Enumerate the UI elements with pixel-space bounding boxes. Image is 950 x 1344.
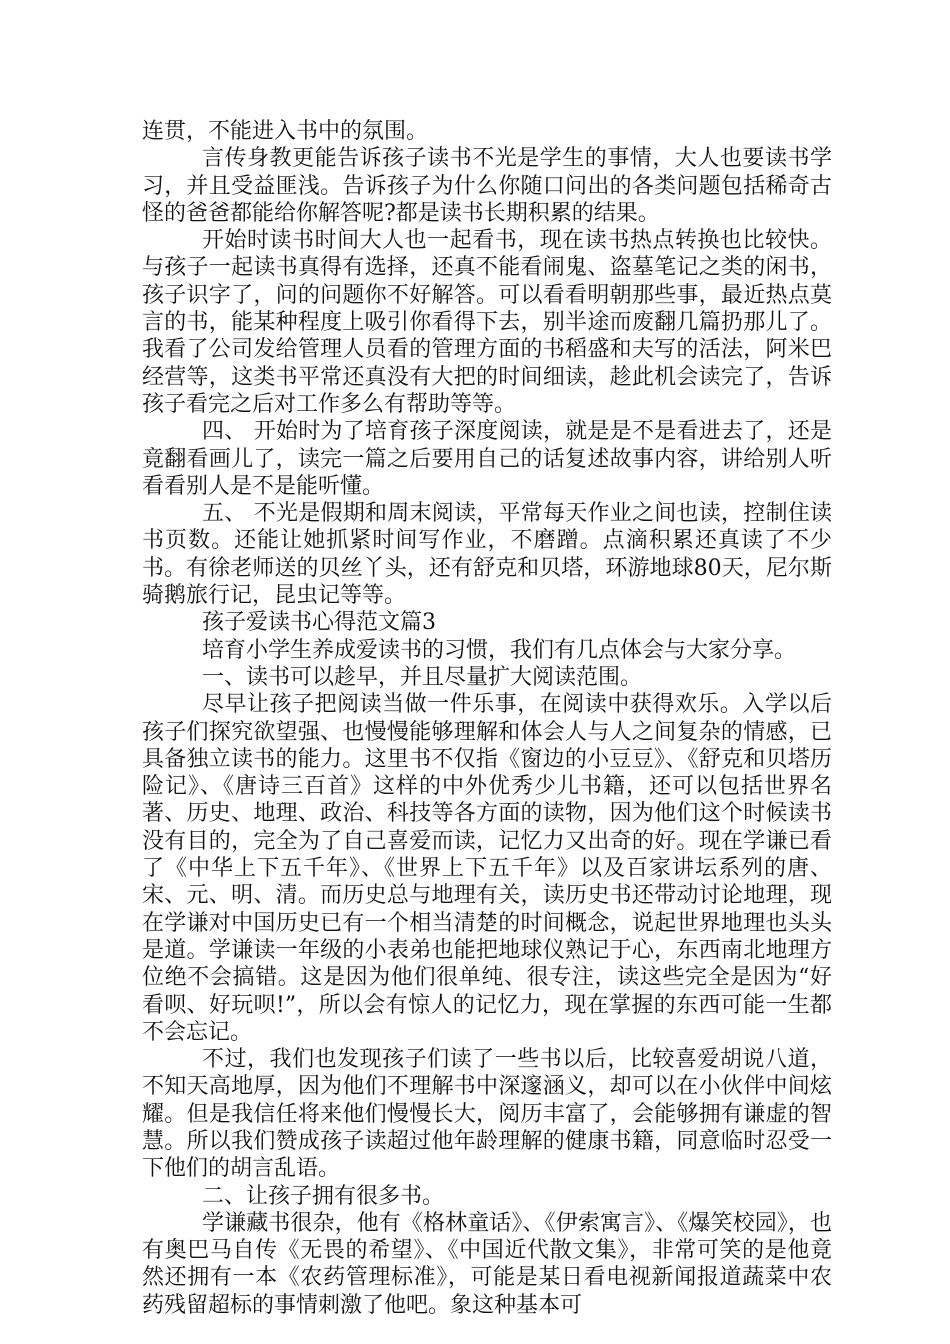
point-one-heading: 一、读书可以趁早，并且尽量扩大阅读范围。 xyxy=(202,664,643,690)
paragraph-parents-example: 言传身教更能告诉孩子读书不光是学生的事情，大人也要读书学习，并且受益匪浅。告诉孩子为什么你随口问出的各类问题包括稀奇古怪的爸爸都能给你解答呢?都是读书长期积累的结果。 xyxy=(142,146,832,226)
paragraph-book-collection: 学谦藏书很杂，他有《格林童话》、《伊索寓言》、《爆笑校园》，也有奥巴马自传《无畏的希望》、《中国近代散文集》，非常可笑的是他竟然还拥有一本《农药管理标准》，可能是某日看电视新闻报道蔬菜中农药残留超标的事情刺激了他吧。象这种基本可 xyxy=(142,1210,832,1318)
section-heading: 孩子爱读书心得范文篇3 xyxy=(202,610,436,636)
paragraph-however: 不过，我们也发现孩子们读了一些书以后，比较喜爱胡说八道，不知天高地厚，因为他们不理解书中深邃涵义，却可以在小伙伴中间炫耀。但是我信任将来他们慢慢长大，阅历丰富了，会能够拥有谦虚的智慧。所以我们赞成孩子读超过他年龄理解的健康书籍，同意临时忍受一下他们的胡言乱语。 xyxy=(142,1047,832,1182)
paragraph-read-early: 尽早让孩子把阅读当做一件乐事，在阅读中获得欢乐。入学以后孩子们探究欲望强、也慢慢能够理解和体会人与人之间复杂的情感，已具备独立读书的能力。这里书不仅指《窗边的小豆豆》、《舒克和贝塔历险记》、《唐诗三百首》这样的中外优秀少儿书籍，还可以包括世界名著、历史、地理、政治、科技等各方面的读物，因为他们这个时候读书没有目的，完全为了自己喜爱而读，记忆力又出奇的好。现在学谦已看了《中华上下五千年》、《世界上下五千年》以及百家讲坛系列的唐、宋、元、明、清。而历史总与地理有关，读历史书还带动讨论地理，现在学谦对中国历史已有一个相当清楚的时间概念，说起世界地理也头头是道。学谦读一年级的小表弟也能把地球仪熟记于心，东西南北地理方位绝不会搞错。这是因为他们很单纯、很专注，读这些完全是因为“好看呗、好玩呗!”，所以会有惊人的记忆力，现在掌握的东西可能一生都不会忘记。 xyxy=(142,692,832,1045)
document-page xyxy=(142,118,832,1319)
paragraph-point-five: 五、 不光是假期和周末阅读，平常每天作业之间也读，控制住读书页数。还能让她抓紧时间写作业，不磨蹭。点滴积累还真读了不少书。有徐老师送的贝丝丫头，还有舒克和贝塔，环游地球80天，尼尔斯骑鹅旅行记，昆虫记等等。 xyxy=(142,501,832,609)
point-two-heading: 二、让孩子拥有很多书。 xyxy=(202,1183,445,1209)
paragraph-continuation: 连贯，不能进入书中的氛围。 xyxy=(142,119,429,144)
paragraph-read-together: 开始时读书时间大人也一起看书，现在读书热点转换也比较快。与孩子一起读书真得有选择，还真不能看闹鬼、盗墓笔记之类的闲书，孩子识字了，问的问题你不好解答。可以看看明朝那些事，最近热点莫言的书，能某种程度上吸引你看得下去，别半途而废翻几篇扔那儿了。我看了公司发给管理人员看的管理方面的书稻盛和夫写的活法，阿米巴经营等，这类书平常还真没有大把的时间细读，趁此机会读完了，告诉孩子看完之后对工作多么有帮助等等。 xyxy=(142,228,832,417)
paragraph-point-four: 四、 开始时为了培育孩子深度阅读，就是是不是看进去了，还是竟翻看画儿了，读完一篇之后要用自己的话复述故事内容，讲给别人听看看别人是不是能听懂。 xyxy=(142,419,832,499)
paragraph-intro: 培育小学生养成爱读书的习惯，我们有几点体会与大家分享。 xyxy=(202,637,797,663)
